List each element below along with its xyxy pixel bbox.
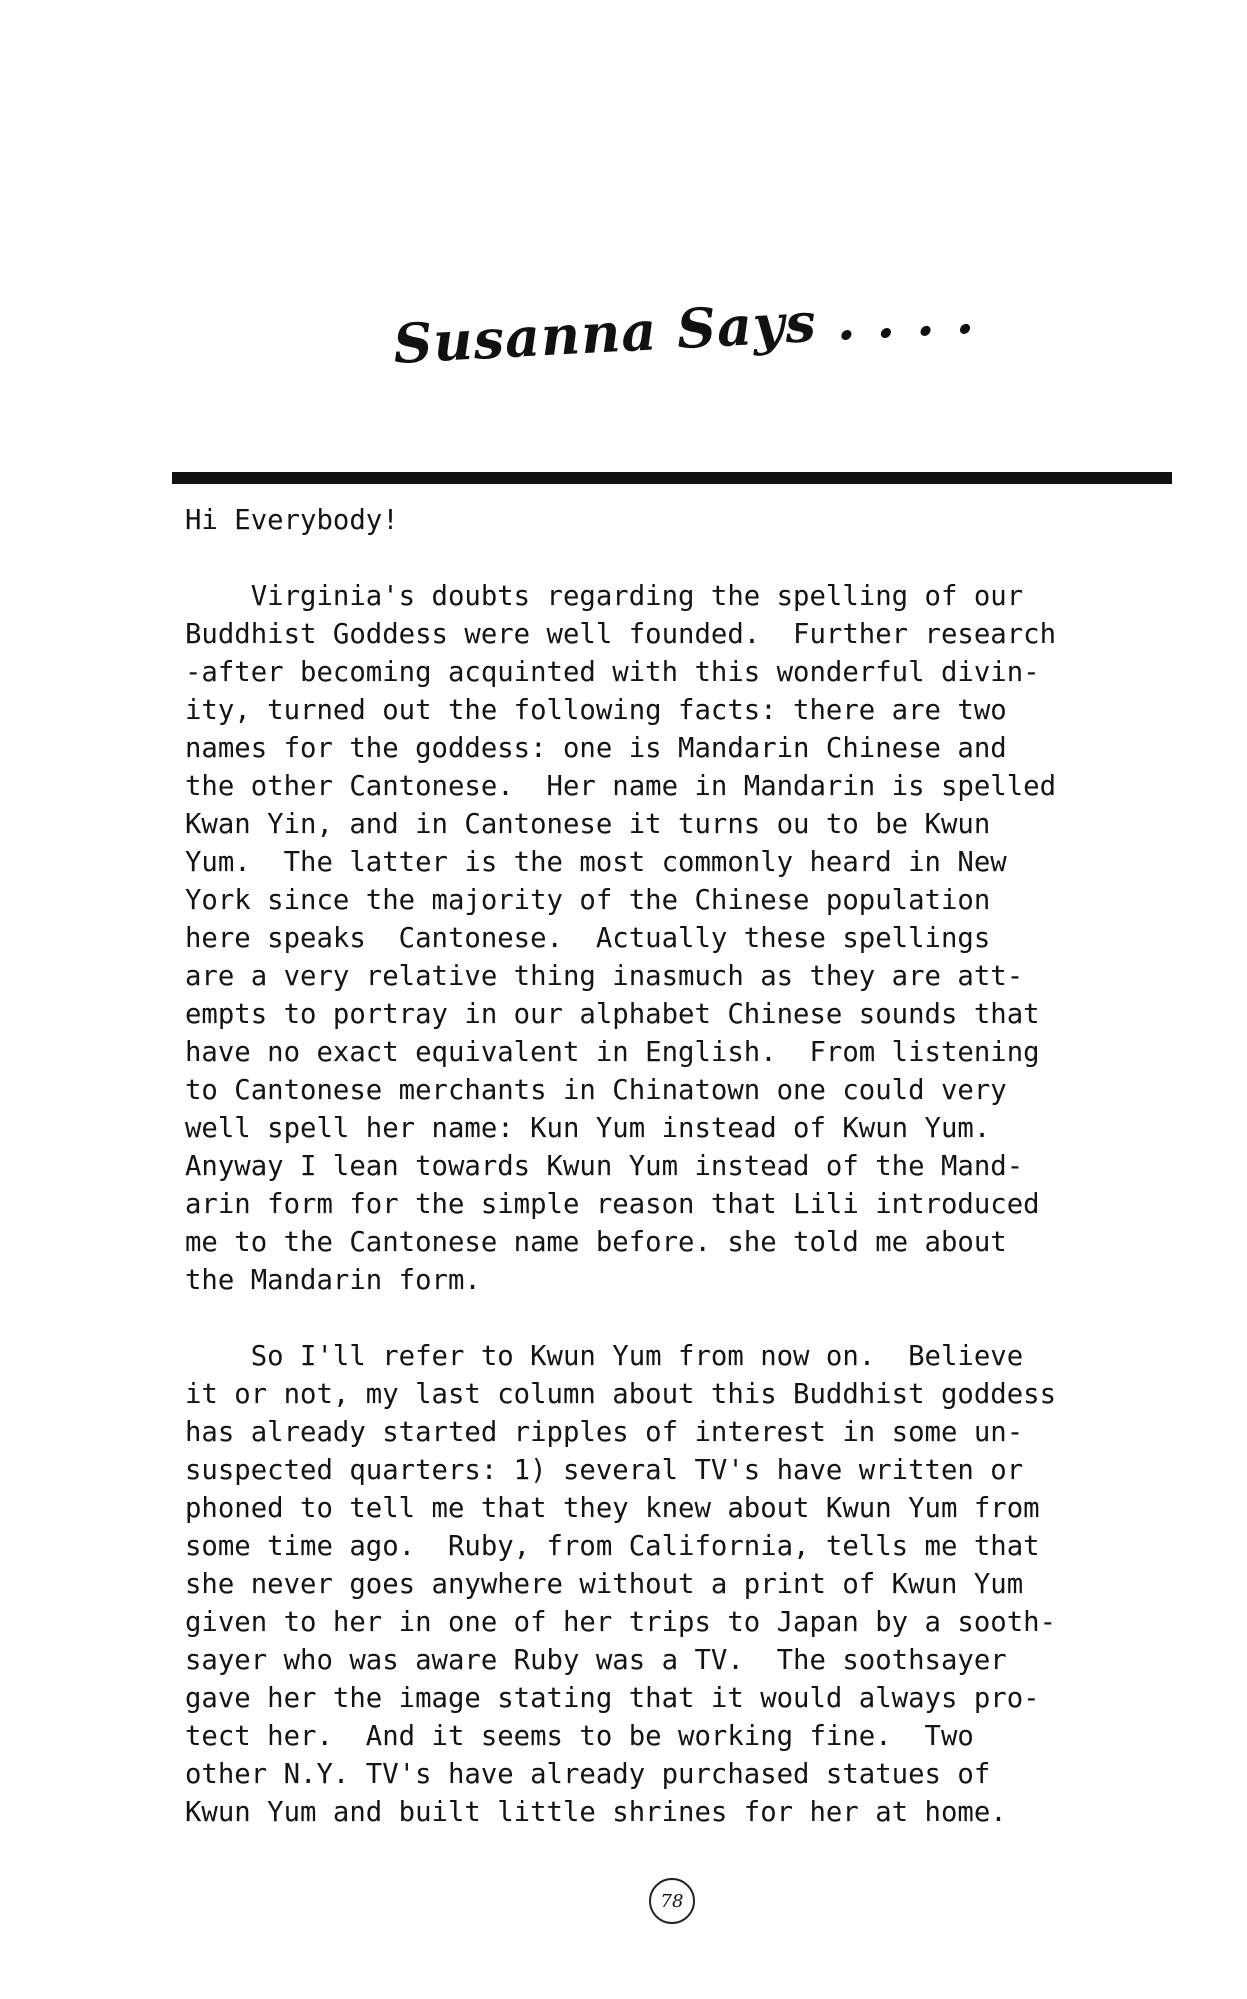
text-line: well spell her name: Kun Yum instead of Kwun Yum. [185,1113,991,1144]
text-line: have no exact equivalent in English. From listening [185,1037,1040,1068]
paragraph-1 [185,578,1195,1300]
greeting-line: Hi Everybody! [185,505,399,536]
text-line: Virginia's doubts regarding the spelling of our [185,581,1024,612]
text-line: Kwan Yin, and in Cantonese it turns ou to be Kwun [185,809,991,840]
text-line: Kwun Yum and built little shrines for her at home. [185,1797,1007,1828]
text-line: other N.Y. TV's have already purchased statues of [185,1759,991,1790]
text-line: phoned to tell me that they knew about Kwun Yum from [185,1493,1040,1524]
text-line: York since the majority of the Chinese population [185,885,991,916]
text-line: empts to portray in our alphabet Chinese sounds that [185,999,1040,1030]
paragraph-gap [185,1300,1195,1338]
text-line: Anyway I lean towards Kwun Yum instead of the Mand- [185,1151,1024,1182]
text-line: to Cantonese merchants in Chinatown one could very [185,1075,1007,1106]
text-line: Buddhist Goddess were well founded. Further research [185,619,1057,650]
text-line: the other Cantonese. Her name in Mandarin is spelled [185,771,1057,802]
text-line: are a very relative thing inasmuch as they are att- [185,961,1024,992]
text-line: suspected quarters: 1) several TV's have written or [185,1455,1024,1486]
paragraph-2 [185,1338,1195,1832]
article-body [185,502,1195,1832]
text-line: here speaks Cantonese. Actually these spellings [185,923,991,954]
text-line: some time ago. Ruby, from California, tells me that [185,1531,1040,1562]
text-line: has already started ripples of interest in some un- [185,1417,1024,1448]
text-line: she never goes anywhere without a print of Kwun Yum [185,1569,1024,1600]
text-line: -after becoming acquinted with this wonderful divin- [185,657,1040,688]
title-divider [172,472,1172,484]
paragraph-gap [185,540,1195,578]
text-line: Yum. The latter is the most commonly heard in New [185,847,1007,878]
text-line: me to the Cantonese name before. she told me about [185,1227,1007,1258]
text-line: arin form for the simple reason that Lili introduced [185,1189,1040,1220]
text-line: given to her in one of her trips to Japan by a sooth- [185,1607,1057,1638]
text-line: ity, turned out the following facts: there are two [185,695,1007,726]
text-line: tect her. And it seems to be working fine. Two [185,1721,974,1752]
text-line: the Mandarin form. [185,1265,481,1296]
text-line: sayer who was aware Ruby was a TV. The soothsayer [185,1645,1007,1676]
text-line: So I'll refer to Kwun Yum from now on. Believe [185,1341,1024,1372]
page-number: 78 [649,1878,695,1924]
text-line: gave her the image stating that it would always pro- [185,1683,1040,1714]
text-line: names for the goddess: one is Mandarin Chinese and [185,733,1007,764]
column-title: Susanna Says . . . . [391,281,977,376]
text-line: it or not, my last column about this Buddhist goddess [185,1379,1057,1410]
